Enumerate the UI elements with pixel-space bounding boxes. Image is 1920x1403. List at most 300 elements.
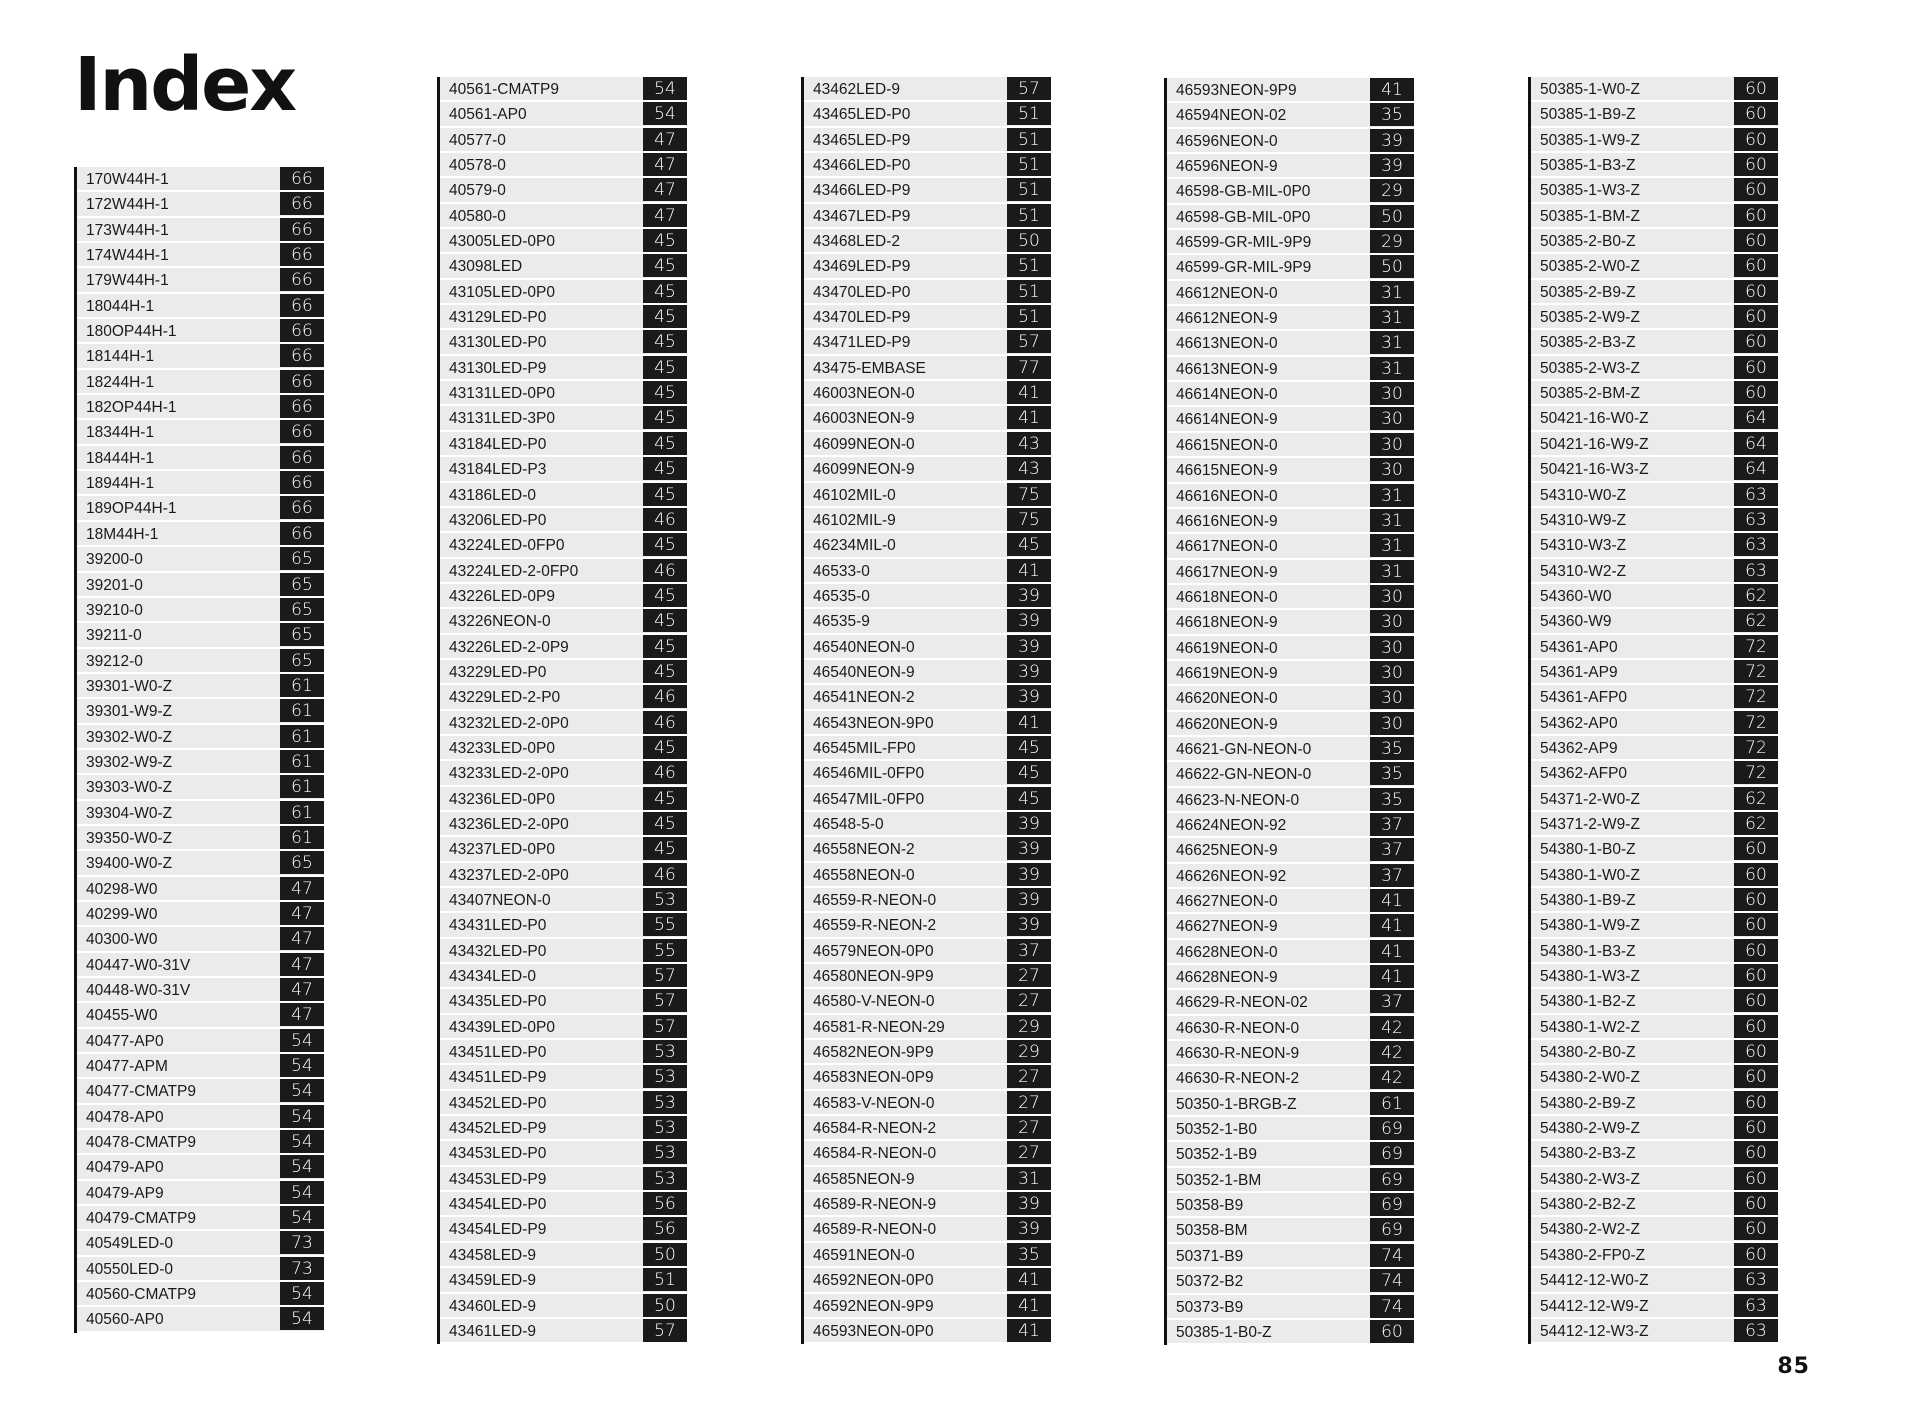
index-row: [440, 508, 687, 533]
product-code: 40479-CMATP9: [86, 1210, 196, 1228]
product-code: 39302-W0-Z: [86, 728, 173, 746]
product-code: 46585NEON-9: [813, 1170, 915, 1188]
index-row: [440, 533, 687, 558]
page-reference: 60: [1734, 939, 1778, 962]
page-reference: 62: [1734, 812, 1778, 835]
index-row: [1167, 433, 1414, 458]
product-code: 54362-AP0: [1540, 714, 1618, 732]
product-code: 54380-1-W9-Z: [1540, 917, 1640, 935]
index-row: [1531, 989, 1778, 1014]
index-row: [77, 268, 324, 293]
page-reference: 60: [1734, 381, 1778, 404]
index-row: [1167, 1244, 1414, 1269]
product-code: 54412-12-W3-Z: [1540, 1322, 1649, 1340]
index-row: [440, 254, 687, 279]
page-reference: 37: [1007, 939, 1051, 962]
product-code: 40300-W0: [86, 931, 158, 949]
index-row: [1167, 1193, 1414, 1218]
index-row: [77, 750, 324, 775]
page-reference: 77: [1007, 356, 1051, 379]
product-code: 46599-GR-MIL-9P9: [1176, 234, 1312, 252]
product-code: 50385-2-B3-Z: [1540, 334, 1636, 352]
page-reference: 66: [280, 344, 324, 367]
product-code: 50421-16-W9-Z: [1540, 435, 1649, 453]
product-code: 43459LED-9: [449, 1272, 537, 1290]
page-reference: 60: [1734, 204, 1778, 227]
index-row: [77, 294, 324, 319]
index-row: [1167, 484, 1414, 509]
index-row: [1167, 306, 1414, 331]
index-row: [1167, 864, 1414, 889]
product-code: 43453LED-P0: [449, 1145, 547, 1163]
product-code: 54380-2-FP0-Z: [1540, 1246, 1646, 1264]
index-row: [1531, 254, 1778, 279]
page-reference: 27: [1007, 1116, 1051, 1139]
product-code: 54380-2-W9-Z: [1540, 1120, 1640, 1138]
index-row: [1531, 1015, 1778, 1040]
page-reference: 51: [1007, 305, 1051, 328]
index-row: [1531, 787, 1778, 812]
product-code: 40299-W0: [86, 905, 158, 923]
page-reference: 27: [1007, 1141, 1051, 1164]
product-code: 43465LED-P9: [813, 131, 911, 149]
page-reference: 41: [1370, 78, 1414, 101]
product-code: 39201-0: [86, 576, 143, 594]
index-row: [804, 939, 1051, 964]
page-reference: 61: [280, 699, 324, 722]
page-reference: 39: [1007, 1192, 1051, 1215]
product-code: 46594NEON-02: [1176, 107, 1287, 125]
product-code: 50385-1-W3-Z: [1540, 182, 1640, 200]
index-row: [77, 1282, 324, 1307]
page-reference: 45: [643, 254, 687, 277]
page-reference: 54: [280, 1054, 324, 1077]
index-row: [804, 609, 1051, 634]
product-code: 46546MIL-0FP0: [813, 765, 925, 783]
product-code: 46003NEON-0: [813, 385, 915, 403]
page-reference: 65: [280, 649, 324, 672]
product-code: 40477-APM: [86, 1058, 168, 1076]
page-reference: 39: [1007, 888, 1051, 911]
page-reference: 63: [1734, 1319, 1778, 1342]
product-code: 50358-BM: [1176, 1222, 1248, 1240]
page-reference: 46: [643, 685, 687, 708]
page-reference: 51: [643, 1268, 687, 1291]
product-code: 46616NEON-0: [1176, 487, 1278, 505]
index-row: [1167, 255, 1414, 280]
product-code: 46584-R-NEON-0: [813, 1145, 937, 1163]
page-reference: 51: [1007, 128, 1051, 151]
product-code: 43467LED-P9: [813, 207, 911, 225]
index-row: [1531, 609, 1778, 634]
page-reference: 65: [280, 547, 324, 570]
index-row: [440, 837, 687, 862]
page-reference: 60: [1734, 888, 1778, 911]
index-row: [77, 370, 324, 395]
page-reference: 45: [643, 483, 687, 506]
index-row: [77, 446, 324, 471]
index-row: [1531, 1319, 1778, 1344]
product-code: 46598-GB-MIL-0P0: [1176, 183, 1311, 201]
index-row: [804, 1217, 1051, 1242]
page-reference: 42: [1370, 1041, 1414, 1064]
page-reference: 41: [1007, 711, 1051, 734]
index-row: [1531, 1091, 1778, 1116]
index-row: [77, 877, 324, 902]
index-row: [77, 953, 324, 978]
product-code: 43453LED-P9: [449, 1170, 547, 1188]
index-row: [77, 395, 324, 420]
index-row: [440, 1040, 687, 1065]
index-row: [1531, 1243, 1778, 1268]
page-reference: 53: [643, 1116, 687, 1139]
index-row: [804, 254, 1051, 279]
page-reference: 65: [280, 623, 324, 646]
page-reference: 60: [1734, 1217, 1778, 1240]
product-code: 43130LED-P9: [449, 359, 547, 377]
product-code: 43431LED-P0: [449, 917, 547, 935]
page-reference: 54: [280, 1130, 324, 1153]
index-row: [440, 1065, 687, 1090]
index-row: [804, 1268, 1051, 1293]
page-reference: 39: [1370, 129, 1414, 152]
product-code: 46613NEON-9: [1176, 360, 1278, 378]
page-reference: 56: [643, 1217, 687, 1240]
product-code: 43462LED-9: [813, 81, 901, 98]
page-reference: 45: [643, 356, 687, 379]
page-reference: 60: [1734, 989, 1778, 1012]
product-code: 46630-R-NEON-9: [1176, 1045, 1300, 1063]
index-row: [77, 1257, 324, 1282]
product-code: 50385-2-B0-Z: [1540, 233, 1636, 251]
page-reference: 60: [1734, 1091, 1778, 1114]
product-code: 40561-CMATP9: [449, 81, 559, 98]
product-code: 50352-1-B0: [1176, 1121, 1258, 1139]
product-code: 54360-W0: [1540, 587, 1612, 605]
index-row: [440, 1141, 687, 1166]
index-row: [804, 812, 1051, 837]
product-code: 54380-1-W3-Z: [1540, 968, 1640, 986]
index-row: [1167, 1041, 1414, 1066]
index-row: [1167, 965, 1414, 990]
product-code: 40577-0: [449, 131, 506, 149]
page-reference: 60: [1734, 863, 1778, 886]
product-code: 43226LED-2-0P9: [449, 638, 569, 656]
index-row: [804, 406, 1051, 431]
page-reference: 64: [1734, 457, 1778, 480]
page-reference: 60: [1734, 356, 1778, 379]
product-code: 40448-W0-31V: [86, 982, 191, 999]
product-code: 54380-1-B0-Z: [1540, 841, 1636, 859]
page-reference: 46: [643, 508, 687, 531]
index-row: [804, 229, 1051, 254]
index-row: [1167, 1295, 1414, 1320]
index-row: [440, 1192, 687, 1217]
page-reference: 51: [1007, 178, 1051, 201]
page-reference: 51: [1007, 153, 1051, 176]
index-row: [440, 128, 687, 153]
page-reference: 69: [1370, 1218, 1414, 1241]
product-code: 46559-R-NEON-0: [813, 892, 937, 909]
index-row: [1531, 483, 1778, 508]
page-reference: 41: [1370, 940, 1414, 963]
product-code: 40455-W0: [86, 1007, 158, 1025]
product-code: 40560-CMATP9: [86, 1286, 196, 1304]
index-row: [77, 522, 324, 547]
page-reference: 69: [1370, 1193, 1414, 1216]
page-reference: 50: [643, 1243, 687, 1266]
page-reference: 27: [1007, 964, 1051, 987]
page-reference: 51: [1007, 254, 1051, 277]
product-code: 54380-2-W0-Z: [1540, 1069, 1640, 1087]
page-reference: 57: [1007, 330, 1051, 353]
page-reference: 60: [1734, 153, 1778, 176]
product-code: 50385-2-W0-Z: [1540, 258, 1640, 276]
page-reference: 53: [643, 1040, 687, 1063]
product-code: 18944H-1: [86, 475, 155, 493]
index-row: [804, 153, 1051, 178]
page-reference: 27: [1007, 1091, 1051, 1114]
page-reference: 57: [643, 1015, 687, 1038]
product-code: 39211-0: [86, 627, 142, 645]
page-reference: 39: [1007, 837, 1051, 860]
product-code: 40550LED-0: [86, 1260, 174, 1278]
page-reference: 37: [1370, 838, 1414, 861]
index-row: [804, 1141, 1051, 1166]
product-code: 43452LED-P0: [449, 1094, 547, 1112]
product-code: 170W44H-1: [86, 171, 169, 188]
product-code: 46592NEON-9P9: [813, 1297, 934, 1315]
index-row: [804, 863, 1051, 888]
index-row: [440, 584, 687, 609]
index-row: [1531, 128, 1778, 153]
product-code: 43129LED-P0: [449, 309, 547, 327]
page-reference: 39: [1007, 812, 1051, 835]
page-reference: 39: [1007, 913, 1051, 936]
page-reference: 60: [1734, 280, 1778, 303]
index-row: [804, 584, 1051, 609]
page-reference: 45: [1007, 761, 1051, 784]
page-reference: 41: [1007, 406, 1051, 429]
product-code: 18M44H-1: [86, 525, 159, 543]
product-code: 54380-2-W2-Z: [1540, 1221, 1640, 1239]
page-reference: 46: [643, 761, 687, 784]
index-row: [1531, 229, 1778, 254]
index-row: [1167, 205, 1414, 230]
index-row: [440, 305, 687, 330]
index-row: [440, 1294, 687, 1319]
index-row: [1167, 1066, 1414, 1091]
product-code: 173W44H-1: [86, 221, 169, 239]
index-row: [440, 77, 687, 102]
page-reference: 30: [1370, 712, 1414, 735]
product-code: 43186LED-0: [449, 486, 537, 504]
page-reference: 43: [1007, 457, 1051, 480]
page-reference: 62: [1734, 787, 1778, 810]
page-reference: 30: [1370, 458, 1414, 481]
product-code: 43229LED-2-P0: [449, 689, 561, 707]
index-row: [77, 1130, 324, 1155]
product-code: 54310-W9-Z: [1540, 511, 1627, 529]
page-reference: 60: [1370, 1320, 1414, 1343]
page-reference: 61: [280, 775, 324, 798]
page-reference: 54: [280, 1079, 324, 1102]
index-row: [440, 635, 687, 660]
index-row: [77, 1054, 324, 1079]
index-row: [1531, 685, 1778, 710]
product-code: 43236LED-2-0P0: [449, 815, 569, 833]
page-reference: 54: [643, 102, 687, 125]
index-row: [804, 128, 1051, 153]
index-row: [440, 457, 687, 482]
product-code: 43105LED-0P0: [449, 283, 555, 301]
product-code: 46593NEON-9P9: [1176, 82, 1297, 99]
page-reference: 47: [643, 153, 687, 176]
product-code: 46628NEON-0: [1176, 943, 1278, 961]
index-row: [804, 787, 1051, 812]
product-code: 43451LED-P0: [449, 1044, 547, 1062]
index-row: [1167, 661, 1414, 686]
product-code: 46589-R-NEON-9: [813, 1196, 937, 1214]
index-row: [1531, 533, 1778, 558]
product-code: 43131LED-3P0: [449, 410, 555, 428]
index-row: [1167, 357, 1414, 382]
product-code: 50385-1-B0-Z: [1176, 1323, 1272, 1341]
index-row: [77, 775, 324, 800]
product-code: 46582NEON-9P9: [813, 1044, 934, 1062]
index-row: [77, 1079, 324, 1104]
index-row: [804, 989, 1051, 1014]
product-code: 46599-GR-MIL-9P9: [1176, 259, 1312, 277]
index-row: [440, 330, 687, 355]
page-reference: 45: [643, 736, 687, 759]
product-code: 50385-1-B3-Z: [1540, 157, 1636, 175]
page-reference: 29: [1007, 1015, 1051, 1038]
product-code: 43224LED-2-0FP0: [449, 562, 579, 580]
index-row: [1531, 584, 1778, 609]
product-code: 43451LED-P9: [449, 1069, 547, 1087]
product-code: 40298-W0: [86, 880, 158, 898]
index-row: [804, 964, 1051, 989]
product-code: 40578-0: [449, 157, 506, 175]
page-reference: 31: [1370, 306, 1414, 329]
page-reference: 35: [1370, 737, 1414, 760]
product-code: 43226NEON-0: [449, 613, 551, 631]
product-code: 43232LED-2-0P0: [449, 714, 569, 732]
index-row: [1531, 863, 1778, 888]
product-code: 46612NEON-0: [1176, 284, 1278, 302]
product-code: 46627NEON-9: [1176, 918, 1278, 936]
index-row: [1167, 129, 1414, 154]
index-row: [77, 1029, 324, 1054]
index-row: [804, 1243, 1051, 1268]
page-reference: 35: [1007, 1243, 1051, 1266]
index-row: [440, 685, 687, 710]
product-code: 39200-0: [86, 551, 143, 569]
page-reference: 35: [1370, 103, 1414, 126]
product-code: 46099NEON-0: [813, 435, 915, 453]
product-code: 18444H-1: [86, 449, 155, 467]
index-row: [804, 1167, 1051, 1192]
product-code: 50352-1-B9: [1176, 1146, 1258, 1164]
page-reference: 35: [1370, 788, 1414, 811]
product-code: 46579NEON-0P0: [813, 942, 934, 960]
product-code: 46540NEON-9: [813, 663, 915, 681]
product-code: 46613NEON-0: [1176, 335, 1278, 353]
index-row: [440, 432, 687, 457]
index-row: [1531, 913, 1778, 938]
product-code: 54361-AP0: [1540, 638, 1618, 656]
index-row: [804, 559, 1051, 584]
page-reference: 39: [1007, 584, 1051, 607]
page-reference: 65: [280, 598, 324, 621]
index-row: [804, 204, 1051, 229]
product-code: 46580NEON-9P9: [813, 968, 934, 986]
product-code: 54380-2-B2-Z: [1540, 1196, 1636, 1214]
product-code: 54380-1-W2-Z: [1540, 1018, 1640, 1036]
page-reference: 43: [1007, 432, 1051, 455]
product-code: 43468LED-2: [813, 233, 901, 251]
product-code: 46003NEON-9: [813, 410, 915, 428]
index-row: [804, 330, 1051, 355]
index-row: [1531, 508, 1778, 533]
product-code: 18344H-1: [86, 424, 155, 442]
index-row: [1531, 1141, 1778, 1166]
page-reference: 57: [643, 989, 687, 1012]
page-reference: 54: [280, 1181, 324, 1204]
index-row: [1167, 636, 1414, 661]
product-code: 54362-AP9: [1540, 739, 1618, 757]
product-code: 43237LED-0P0: [449, 841, 555, 859]
product-code: 46102MIL-0: [813, 486, 896, 504]
page-reference: 62: [1734, 584, 1778, 607]
page-reference: 30: [1370, 382, 1414, 405]
index-row: [77, 927, 324, 952]
product-code: 46596NEON-0: [1176, 132, 1278, 150]
product-code: 39400-W0-Z: [86, 855, 173, 873]
product-code: 46535-0: [813, 587, 870, 605]
page-reference: 46: [643, 711, 687, 734]
product-code: 39301-W0-Z: [86, 677, 173, 695]
index-row: [1167, 1117, 1414, 1142]
index-row: [1167, 1016, 1414, 1041]
product-code: 54371-2-W0-Z: [1540, 790, 1640, 808]
page-reference: 45: [643, 432, 687, 455]
page-reference: 72: [1734, 761, 1778, 784]
index-row: [804, 711, 1051, 736]
product-code: 50358-B9: [1176, 1197, 1244, 1215]
index-row: [1531, 635, 1778, 660]
index-row: [1531, 457, 1778, 482]
product-code: 43233LED-2-0P0: [449, 765, 569, 783]
page-reference: 42: [1370, 1066, 1414, 1089]
page-reference: 72: [1734, 736, 1778, 759]
product-code: 43237LED-2-0P0: [449, 866, 569, 884]
page-reference: 50: [1007, 229, 1051, 252]
page-reference: 62: [1734, 609, 1778, 632]
page-reference: 60: [1734, 330, 1778, 353]
index-row: [804, 356, 1051, 381]
index-column-1: [74, 167, 324, 1333]
product-code: 46621-GN-NEON-0: [1176, 740, 1312, 758]
index-row: [1531, 178, 1778, 203]
index-row: [804, 483, 1051, 508]
product-code: 50385-1-B9-Z: [1540, 106, 1636, 124]
product-code: 40477-CMATP9: [86, 1083, 196, 1101]
page-reference: 72: [1734, 660, 1778, 683]
index-row: [804, 1116, 1051, 1141]
index-row: [1531, 305, 1778, 330]
